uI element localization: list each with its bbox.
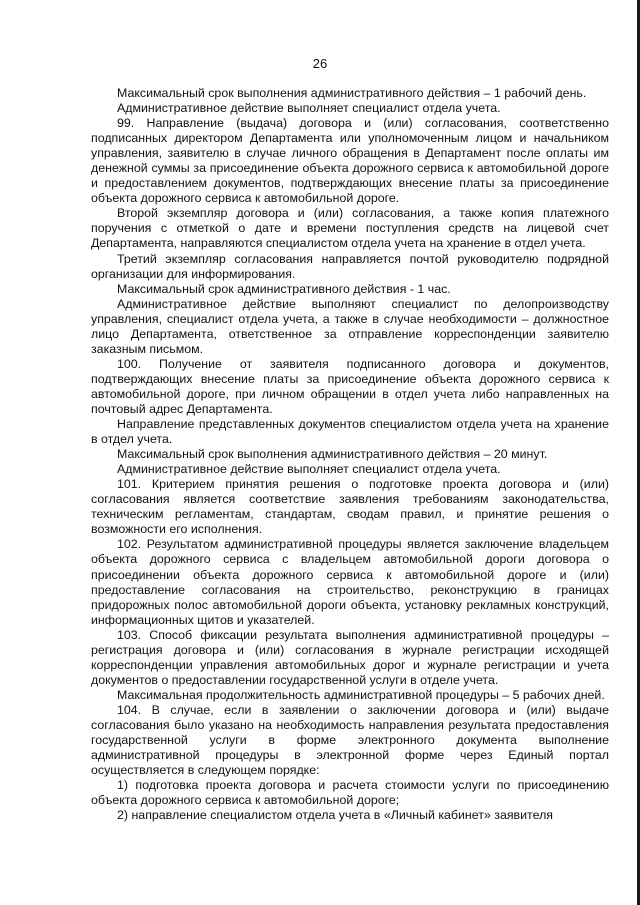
list-item-1: 1) подготовка проекта договора и расчета стоимости услуги по присоединению объекта дорожного сервиса к автомобильной дороге; (91, 778, 609, 808)
clause-99: 99. Направление (выдача) договора и (или) согласования, соответственно подписанных директором Департамента или уполномоченным лицом и начальником управления, заявителю в случае личного обращения в Департамент после оплаты им денежной суммы за присоединение объекта дорожного сервиса к автомобильной дороге и предоставлением документов, подтверждающих внесение платы за присоединение объекта дорожного сервиса к автомобильной дороге. (91, 116, 609, 206)
paragraph-executor-1: Административное действие выполняет специалист отдела учета. (117, 101, 501, 116)
paragraph-storage: Направление представленных документов специалистом отдела учета на хранение в отдел учета. (91, 417, 609, 447)
page-number: 26 (312, 56, 328, 71)
paragraph-deadline-3: Максимальный срок выполнения административного действия – 20 минут. (117, 447, 548, 462)
paragraph-executor-3: Административное действие выполняет специалист отдела учета. (117, 462, 501, 477)
paragraph-deadline-2: Максимальный срок административного действия - 1 час. (117, 281, 451, 296)
paragraph-third-copy: Третий экземпляр согласования направляется почтой руководителю подрядной организации для информирования. (91, 251, 609, 281)
clause-102: 102. Результатом административной процедуры является заключение владельцем объекта дорожного сервиса с владельцем автомобильной дороги договора о присоединении объекта дорожного сервиса к автомобильной дороге и (или) предоставление согласования на строительство, реконструкцию в границах придорожных полос автомобильной дороги объекта, установку рекламных конструкций, информационных щитов и указателей. (91, 537, 609, 627)
clause-100: 100. Получение от заявителя подписанного договора и документов, подтверждающих внесение платы за присоединение объекта дорожного сервиса к автомобильной дороге, при личном обращении в отдел учета либо направленных на почтовый адрес Департамента. (91, 356, 609, 416)
clause-103: 103. Способ фиксации результата выполнения административной процедуры – регистрация договора и (или) согласования в журнале регистрации исходящей корреспонденции управления автомобильных дорог и журнале регистрации и учета документов о предоставлении государственной услуги в отделе учета. (91, 627, 609, 687)
paragraph-second-copy: Второй экземпляр договора и (или) согласования, а также копия платежного поручения с отметкой о дате и времени поступления средств на лицевой счет Департамента, направляются специалистом отдела учета на хранение в отдел учета. (91, 206, 609, 251)
document-body (91, 86, 609, 823)
list-item-2: 2) направление специалистом отдела учета в «Личный кабинет» заявителя (117, 808, 554, 823)
clause-104: 104. В случае, если в заявлении о заключении договора и (или) выдаче согласования было указано на необходимость направления результата предоставления государственной услуги в форме электронного документа выполнение административной процедуры в электронной форме через Единый портал осуществляется в следующем порядке: (91, 702, 609, 778)
clause-101: 101. Критерием принятия решения о подготовке проекта договора и (или) согласования является соответствие заявления требованиям законодательства, техническим регламентам, стандартам, сводам правил, и принятие решения о возможности его исполнения. (91, 477, 609, 537)
paragraph-deadline-1: Максимальный срок выполнения административного действия – 1 рабочий день. (117, 86, 587, 100)
paragraph-executor-2: Административное действие выполняют специалист по делопроизводству управления, специалист отдела учета, а также в случае необходимости – должностное лицо Департамента, ответственное за отправление корреспонденции заявителю заказным письмом. (91, 296, 609, 356)
paragraph-max-duration: Максимальная продолжительность административной процедуры – 5 рабочих дней. (117, 687, 605, 702)
